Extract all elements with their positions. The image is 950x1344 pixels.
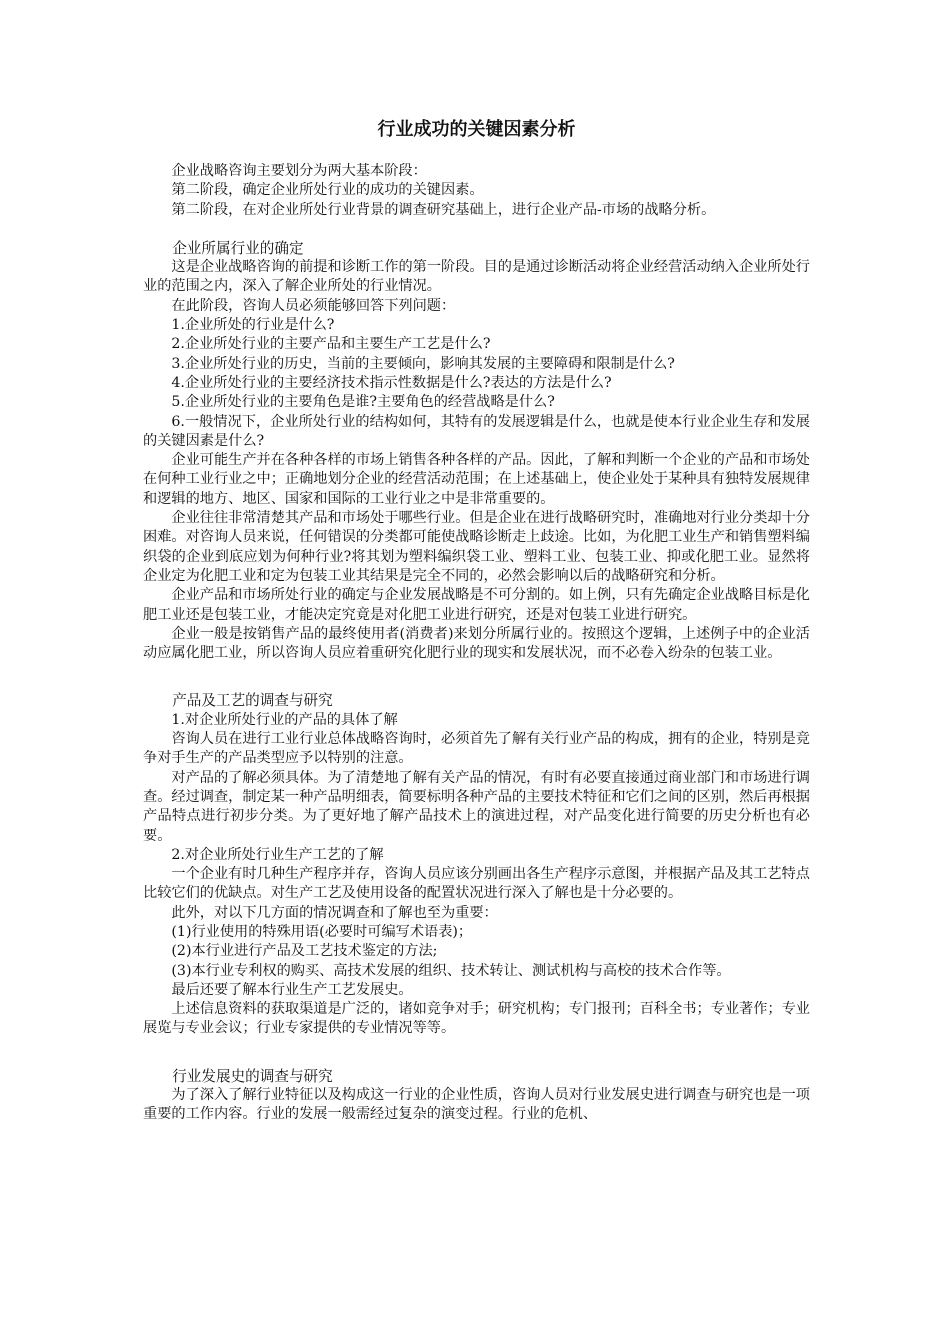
paragraph: 一个企业有时几种生产程序并存，咨询人员应该分别画出各生产程序示意图，并根据产品及其工艺特点比较它们的优缺点。对生产工艺及使用设备的配置状况进行深入了解也是十分必要的。 [143, 866, 810, 902]
paragraph: 为了深入了解行业特征以及构成这一行业的企业性质，咨询人员对行业发展史进行调查与研究也是一项重要的工作内容。行业的发展一般需经过复杂的演变过程。行业的危机、 [143, 1087, 810, 1123]
subheading: 2.对企业所处行业生产工艺的了解 [171, 846, 384, 863]
intro-line: 第二阶段，确定企业所处行业的成功的关键因素。 [171, 182, 484, 199]
paragraph: 对产品的了解必须具体。为了清楚地了解有关产品的情况，有时有必要直接通过商业部门和市场进行调查。经过调查，制定某一种产品明细表，简要标明各种产品的主要技术特征和它们之间的区别，然后再根据产品特点进行初步分类。为了更好地了解产品技术上的演进过程，对产品变化进行简要的历史分析也有必要。 [143, 769, 810, 844]
list-item: 5.企业所处行业的主要角色是谁?主要角色的经营战略是什么? [171, 394, 555, 411]
intro-block [143, 162, 810, 220]
list-item: 3.企业所处行业的历史，当前的主要倾向，影响其发展的主要障碍和限制是什么? [171, 355, 675, 372]
list-item: (1)行业使用的特殊用语(必要时可编写术语表)； [171, 923, 473, 940]
section-heading: 企业所属行业的确定 [172, 239, 304, 257]
paragraph: 在此阶段，咨询人员必须能够回答下列问题： [171, 297, 456, 314]
document-title: 行业成功的关键因素分析 [377, 119, 576, 140]
paragraph: 咨询人员在进行工业行业总体战略咨询时，必须首先了解有关行业产品的构成，拥有的企业，特别是竞争对手生产的产品类型应予以特别的注意。 [143, 731, 810, 767]
section-heading: 产品及工艺的调查与研究 [172, 692, 333, 710]
section-industry-history [143, 1067, 810, 1125]
paragraph: 此外，对以下几方面的情况调查和了解也至为重要： [171, 904, 498, 921]
intro-line: 第二阶段，在对企业所处行业背景的调查研究基础上，进行企业产品-市场的战略分析。 [171, 201, 716, 218]
list-item: 1.企业所处的行业是什么? [171, 317, 335, 334]
list-item: 6.一般情况下，企业所处行业的结构如何，其特有的发展逻辑是什么，也就是使本行业企业生存和发展的关键因素是什么? [143, 413, 810, 449]
spacer [143, 220, 810, 239]
section-product-process [143, 691, 810, 1038]
paragraph: 企业一般是按销售产品的最终使用者(消费者)来划分所属行业的。按照这个逻辑，上述例子中的企业活动应属化肥工业，所以咨询人员应着重研究化肥行业的现实和发展状况，而不必卷入纷杂的包装工业。 [143, 625, 810, 662]
paragraph: 上述信息资料的获取渠道是广泛的，诸如竞争对手；研究机构；专门报刊；百科全书；专业著作；专业展览与专业会议；行业专家提供的专业情况等等。 [143, 1001, 810, 1037]
intro-line: 企业战略咨询主要划分为两大基本阶段： [171, 163, 427, 179]
section-industry-determination [143, 239, 810, 664]
spacer [143, 1039, 810, 1067]
list-item: 2.企业所处行业的主要产品和主要生产工艺是什么? [171, 336, 491, 353]
list-item: (2)本行业进行产品及工艺技术鉴定的方法; [171, 943, 438, 960]
paragraph: 最后还要了解本行业生产工艺发展史。 [171, 981, 413, 998]
list-item: 4.企业所处行业的主要经济技术指示性数据是什么?表达的方法是什么? [171, 374, 612, 391]
paragraph: 这是企业战略咨询的前提和诊断工作的第一阶段。目的是通过诊断活动将企业经营活动纳入企业所处行业的范围之内，深入了解企业所处的行业情况。 [143, 259, 810, 295]
list-item: (3)本行业专利权的购买、高技术发展的组织、技术转让、测试机构与高校的技术合作等。 [171, 962, 731, 979]
section-heading: 行业发展史的调查与研究 [172, 1067, 333, 1085]
subheading: 1.对企业所处行业的产品的具体了解 [171, 711, 398, 728]
paragraph: 企业可能生产并在各种各样的市场上销售各种各样的产品。因此，了解和判断一个企业的产品和市场处在何种工业行业之中；正确地划分企业的经营活动范围；在上述基础上，使企业处于某种具有独特发展规律和逻辑的地方、地区、国家和国际的工业行业之中是非常重要的。 [143, 452, 810, 507]
paragraph: 企业产品和市场所处行业的确定与企业发展战略是不可分割的。如上例，只有先确定企业战略目标是化肥工业还是包装工业，才能决定究竟是对化肥工业进行研究，还是对包装工业进行研究。 [143, 587, 810, 623]
paragraph: 企业往往非常清楚其产品和市场处于哪些行业。但是企业在进行战略研究时，准确地对行业分类却十分困难。对咨询人员来说，任何错误的分类都可能使战略诊断走上歧途。比如，为化肥工业生产和销售塑料编织袋的企业到底应划为何种行业?将其划为塑料编织袋工业、塑料工业、包装工业、抑或化肥工业。显然将企业定为化肥工业和定为包装工业其结果是完全不同的，必然会影响以后的战略研究和分析。 [143, 510, 810, 584]
spacer [143, 663, 810, 691]
